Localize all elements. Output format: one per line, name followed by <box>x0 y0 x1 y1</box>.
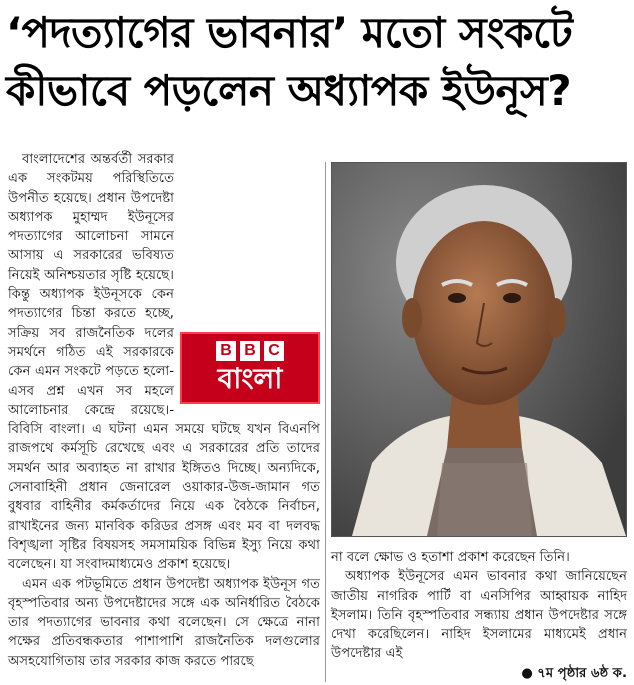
bullet-icon: ● <box>521 665 533 681</box>
continued-on-page <box>331 664 627 683</box>
article-left-column <box>8 150 320 671</box>
person-photo-icon <box>332 163 626 536</box>
headline-line-2: কীভাবে পড়লেন অধ্যাপক ইউনূস? <box>6 66 572 115</box>
yunus-photo <box>331 162 627 537</box>
headline <box>6 4 628 120</box>
column-divider <box>325 162 326 682</box>
bbc-letter-b2: B <box>240 341 260 361</box>
article-paragraph-2: এমন এক পটভূমিতে প্রধান উপদেষ্টা অধ্যাপক ইউনূস গত বৃহস্পতিবার অন্য উপদেষ্টাদের সঙ্গে এক অনির্ধারিত বৈঠকে তার পদত্যাগের ভাবনার কথা বলেছেন। সে ক্ষেত্রে নানা পক্ষের প্রতিবন্ধকতার পাশাপাশি রাজনৈতিক দলগুলোর অসহযোগিতায় তার সরকার কাজ করতে পারছে <box>8 576 320 669</box>
bbc-bangla-text: বাংলা <box>217 362 283 395</box>
article-paragraph-1: বাংলাদেশের অন্তর্বর্তী সরকার এক সংকটময় পরিস্থিতিতে উপনীত হয়েছে। প্রধান উপদেষ্টা অধ্যাপক মুহাম্মদ ইউনূসের পদত্যাগের আলোচনা সামনে আসায় এ সরকারের ভবিষ্যত নিয়েই অনিশ্চয়তার সৃষ্টি হয়েছে। কিন্তু অধ্যাপক ইউনূসকে কেন পদত্যাগের চিন্তা করতে হচ্ছে, সক্রিয় সব রাজনৈতিক দলের সমর্থনে গঠিত এই সরকারকে কেন এমন সংকটে পড়তে হলো-এসব প্রশ্ন এখন সব মহলে আলোচনার কেন্দ্রে রয়েছে।-বিবিসি বাংলা। এ ঘটনা এমন সময়ে ঘটছে যখন বিএনপি রাজপথে কর্মসূচি রেখেছে এবং এ সরকারের প্রতি তাদের সমর্থন আর অব্যাহত না রাখার ইঙ্গিতও দিচ্ছে। অন্যদিকে, সেনাবাহিনী প্রধান জেনারেল ওয়াকার-উজ-জামান গত বুধবার বাহিনীর কর্মকর্তাদের নিয়ে এক বৈঠকে নির্বাচন, রাখাইনের জন্য মানবিক করিডর প্রসঙ্গ এবং মব বা দলবদ্ধ বিশৃঙ্খলা সৃষ্টির বিষয়সহ সমসাময়িক বিভিন্ন ইস্যু নিয়ে কথা বলেছেন। যা সংবাদমাধ্যমেও প্রকাশ হয়েছে। <box>8 152 320 573</box>
bbc-letter-c: C <box>264 341 284 361</box>
article-right-column <box>331 548 627 683</box>
headline-line-1: ‘পদত্যাগের ভাবনার’ মতো সংকটে <box>6 8 573 57</box>
article-right-paragraph-2: অধ্যাপক ইউনূসের এমন ভাবনার কথা জানিয়েছেন জাতীয় নাগরিক পার্টি বা এনসিপির আহ্বায়ক নাহিদ ইসলাম। তিনি বৃহস্পতিবার সন্ধ্যায় প্রধান উপদেষ্টার সঙ্গে দেখা করেছিলেন। নাহিদ ইসলামের মাধ্যমেই প্রধান উপদেষ্টার এই <box>331 569 627 662</box>
bbc-letter-b1: B <box>216 341 236 361</box>
bbc-bangla-logo <box>180 332 320 404</box>
bbc-letters <box>216 341 284 361</box>
continued-text: ৭ম পৃষ্ঠার ৬ষ্ঠ ক. <box>537 665 627 681</box>
article-right-paragraph-1: না বলে ক্ষোভ ও হতাশা প্রকাশ করেছেন তিনি। <box>331 550 570 565</box>
